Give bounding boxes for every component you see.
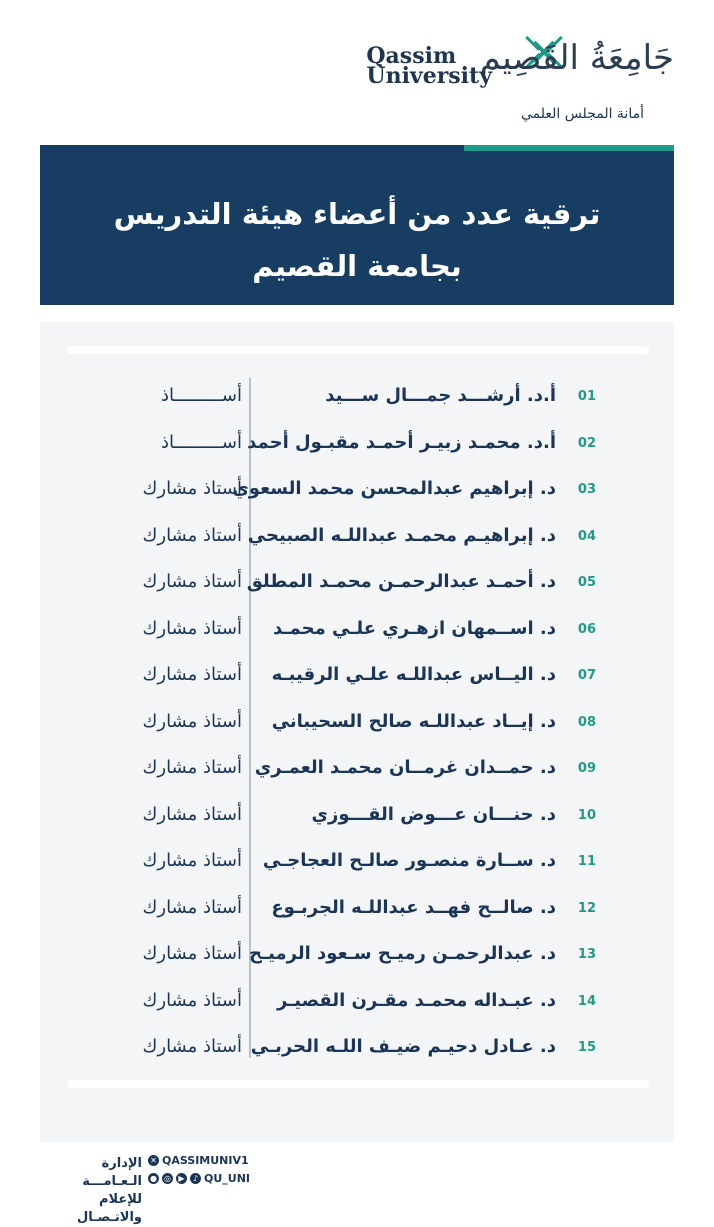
list-item [0,430,714,460]
list-item-number: 02 [577,435,596,451]
list-item-name: د. عـادل دحيـم ضيـف اللـه الحربـي [250,1036,556,1057]
list-item-number: 05 [577,575,596,590]
list-item [0,476,714,506]
list-item-number: 14 [577,993,596,1009]
list-item-number: 04 [577,528,596,544]
list-item-name: د. إبراهيم عبدالمحسن محمد السعوي [232,478,556,499]
list-item-rank: أستاذ مشارك [142,710,242,732]
list-item-rank: أستاذ مشارك [142,478,242,499]
footer-department-line1: الإدارة الـعـامـــة [82,1156,142,1189]
logo-english-line1: Qassim [366,43,457,69]
list-item-name: أ.د. أرشـــد جمـــال ســـيد [325,385,556,406]
list-item-rank: أســـــــــاذ [160,385,242,406]
tiktok-icon: ♪ [190,1173,201,1184]
youtube-icon: ▶ [176,1173,187,1184]
list-item [0,523,714,553]
list-item-rank: أستاذ مشارك [142,664,242,685]
list-item-rank: أســـــــــاذ [160,431,242,453]
university-logo [354,28,674,128]
list-item-name: د. حمــدان غرمــان محمـد العمـري [254,757,556,778]
list-item-number: 03 [577,482,596,497]
list-item [0,848,714,878]
list-item-rank: أستاذ مشارك [142,757,242,778]
list-item-name: د. عبـداله محمـد مقـرن القصيـر [276,989,556,1011]
list-item-rank: أستاذ مشارك [142,524,242,546]
banner-title [0,188,714,292]
list-item-number: 08 [577,714,596,730]
list-item-name: د. إيــاد عبداللـه صالح السحيباني [271,710,556,732]
banner-title-line2: بجامعة القصيم [252,249,462,283]
list-item [0,895,714,925]
logo-arabic-text: جَامِعَةُ القَصِيم [479,38,674,78]
footer [0,1145,714,1225]
list-item-name: د. صالــح فهــد عبداللـه الجربـوع [271,896,556,918]
x-icon: ✕ [148,1155,159,1166]
logo-english-text [366,43,492,89]
list-item [0,569,714,599]
list-item-rank: أستاذ مشارك [142,896,242,918]
list-item-name: أ.د. محمـد زبيـر أحمـد مقبـول أحمد [247,431,556,453]
list-item-number: 07 [577,668,596,683]
list-item [0,616,714,646]
list-item [0,941,714,971]
snapchat-icon: ● [148,1173,159,1184]
list-item-rank: أستاذ مشارك [142,571,242,592]
list-item [0,802,714,832]
list-item-number: 15 [577,1040,596,1055]
footer-department-line2: للإعلام والاتـصـال [77,1192,142,1225]
list-item-rank: أستاذ مشارك [142,850,242,871]
list-item-rank: أستاذ مشارك [142,943,242,964]
list-item [0,383,714,413]
social-handle-other-text: QU_UNI [204,1172,251,1185]
list-item-number: 06 [577,621,596,637]
list-item-rank: أستاذ مشارك [142,1036,242,1057]
list-item-rank: أستاذ مشارك [142,803,242,825]
logo-english-line2: University [366,63,492,89]
list-item-name: د. اليــاس عبداللـه علـي الرقيبـه [271,664,556,685]
list-item-name: د. إبراهيـم محمـد عبداللـه الصبيحي [247,524,556,546]
list-item-rank: أستاذ مشارك [142,989,242,1011]
list-item-number: 11 [577,854,596,869]
social-handle-x[interactable] [148,1154,249,1167]
list-item-number: 09 [577,761,596,776]
instagram-icon: ◎ [162,1173,173,1184]
list-item [0,755,714,785]
list-item [0,1034,714,1064]
banner-title-line1: ترقية عدد من أعضاء هيئة التدريس [113,197,601,231]
list-item-name: د. عبدالرحمـن رميـح سـعود الرميـح [249,943,556,964]
list-item [0,662,714,692]
social-handle-x-text: QASSIMUNIV1 [162,1154,249,1167]
list-item-name: د. ســارة منصـور صالـح العجاجـي [262,850,556,871]
list-item-name: د. أحمـد عبدالرحمـن محمـد المطلق [246,571,556,592]
social-handle-other[interactable] [148,1172,250,1185]
card-top-bar [67,346,649,354]
banner-accent-bar [464,145,674,151]
list-item-number: 13 [577,947,596,962]
logo-subtitle: أمانة المجلس العلمي [520,106,644,122]
list-item [0,988,714,1018]
list-item [0,709,714,739]
list-item-number: 10 [577,807,596,823]
list-item-name: د. اســمهان ازهـري علـي محمـد [273,617,556,639]
list-item-rank: أستاذ مشارك [142,617,242,639]
card-bottom-bar [67,1080,649,1088]
list-item-name: د. حنـــان عـــوض القـــوزي [311,803,556,825]
list-item-number: 12 [577,900,596,916]
list-item-number: 01 [577,389,596,404]
footer-department [38,1155,142,1227]
